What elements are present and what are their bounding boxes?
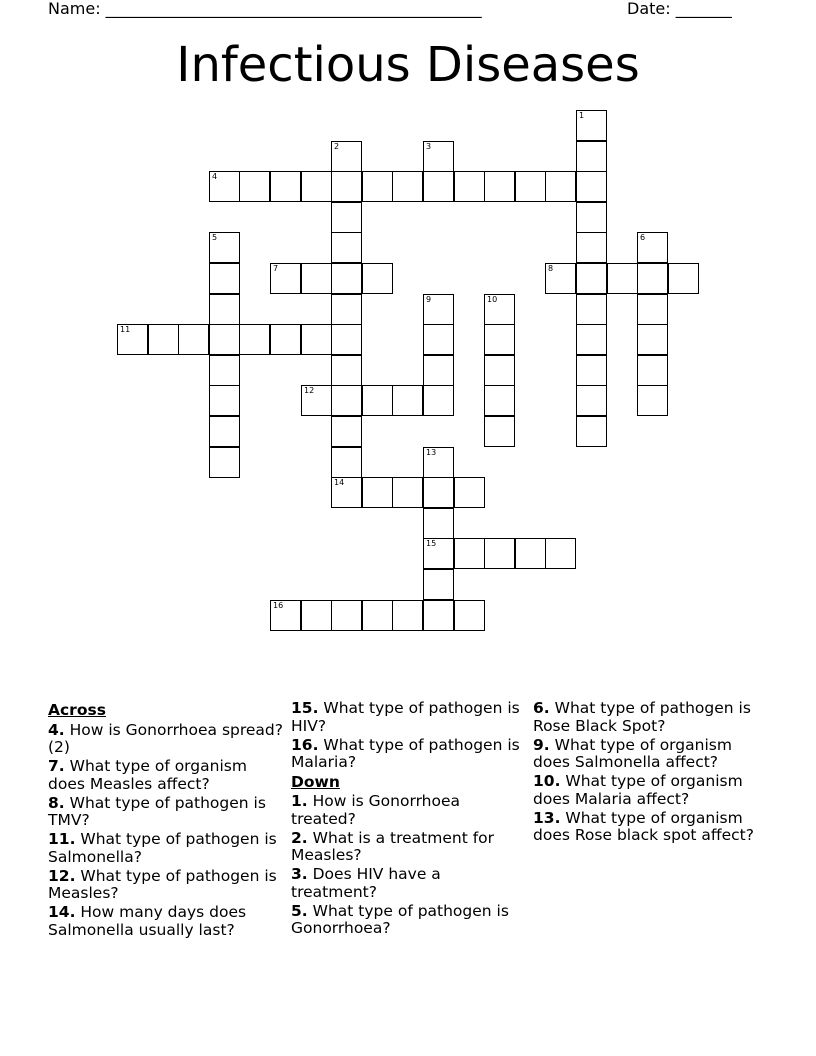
grid-cell[interactable] [423,569,454,600]
grid-cell[interactable] [362,600,393,631]
grid-cell[interactable] [454,600,485,631]
grid-cell[interactable] [209,171,240,202]
clue-across-16: 16. What type of pathogen is Malaria? [291,735,520,771]
clue-number: 4 [212,172,218,181]
grid-cell[interactable] [331,416,362,447]
grid-cell[interactable] [392,385,423,416]
clue-number: 7 [273,264,279,273]
grid-cell[interactable] [423,355,454,386]
grid-cell[interactable] [423,385,454,416]
grid-cell[interactable] [362,171,393,202]
grid-cell[interactable] [301,324,332,355]
grid-cell[interactable] [576,202,607,233]
grid-cell[interactable] [423,141,454,172]
grid-cell[interactable] [239,324,270,355]
clue-across-8: 8. What type of pathogen is TMV? [48,793,266,829]
grid-cell[interactable] [331,600,362,631]
grid-cell[interactable] [423,538,454,569]
clue-down-13: 13. What type of organism does Rose black spot affect? [533,808,754,844]
grid-cell[interactable] [209,263,240,294]
grid-cell[interactable] [270,600,301,631]
grid-cell[interactable] [484,324,515,355]
grid-cell[interactable] [209,355,240,386]
grid-cell[interactable] [362,477,393,508]
grid-cell[interactable] [423,600,454,631]
grid-cell[interactable] [637,324,668,355]
clue-across-14: 14. How many days does Salmonella usually last? [48,903,247,939]
grid-cell[interactable] [209,385,240,416]
grid-cell[interactable] [331,171,362,202]
grid-cell[interactable] [301,600,332,631]
grid-cell[interactable] [392,477,423,508]
grid-cell[interactable] [331,294,362,325]
clues-column-3 [533,700,769,846]
down-heading: Down [291,772,340,791]
clue-down-6: 6. What type of pathogen is Rose Black Spot? [533,699,751,735]
clue-across-11: 11. What type of pathogen is Salmonella? [48,830,277,866]
grid-cell[interactable] [331,385,362,416]
grid-cell[interactable] [392,171,423,202]
grid-cell[interactable] [270,324,301,355]
grid-cell[interactable] [545,171,576,202]
grid-cell[interactable] [484,538,515,569]
grid-cell[interactable] [576,110,607,141]
grid-cell[interactable] [515,171,546,202]
grid-cell[interactable] [454,171,485,202]
clue-down-2: 2. What is a treatment for Measles? [291,828,495,864]
grid-cell[interactable] [209,294,240,325]
grid-cell[interactable] [545,263,576,294]
grid-cell[interactable] [423,477,454,508]
grid-cell[interactable] [148,324,179,355]
across-heading: Across [48,701,106,719]
clue-number: 6 [640,233,646,242]
clue-number: 1 [579,111,585,120]
clue-number: 13 [426,448,437,457]
grid-cell[interactable] [484,171,515,202]
clue-number: 14 [334,478,345,487]
clue-across-12: 12. What type of pathogen is Measles? [48,866,277,902]
date-field: Date: _______ [627,0,732,18]
clue-number: 16 [273,601,284,610]
grid-cell[interactable] [423,508,454,539]
grid-cell[interactable] [209,416,240,447]
grid-cell[interactable] [484,416,515,447]
grid-cell[interactable] [117,324,148,355]
clue-number: 5 [212,233,218,242]
grid-cell[interactable] [576,385,607,416]
grid-cell[interactable] [484,294,515,325]
grid-cell[interactable] [331,355,362,386]
clue-number: 11 [120,325,131,334]
grid-cell[interactable] [576,263,607,294]
grid-cell[interactable] [331,324,362,355]
clue-down-1: 1. How is Gonorrhoea treated? [291,792,461,828]
grid-cell[interactable] [576,355,607,386]
grid-cell[interactable] [637,294,668,325]
grid-cell[interactable] [454,538,485,569]
grid-cell[interactable] [637,355,668,386]
grid-cell[interactable] [209,447,240,478]
clue-down-5: 5. What type of pathogen is Gonorrhoea? [291,901,509,937]
name-field: Name: _______________________________________________ [48,0,482,18]
grid-cell[interactable] [178,324,209,355]
grid-cell[interactable] [301,171,332,202]
grid-cell[interactable] [637,385,668,416]
clue-across-4: 4. How is Gonorrhoea spread? (2) [48,720,283,756]
clues-column-1 [48,700,284,941]
grid-cell[interactable] [392,600,423,631]
grid-cell[interactable] [331,232,362,263]
grid-cell[interactable] [484,355,515,386]
clue-down-10: 10. What type of organism does Malaria affect? [533,772,743,808]
grid-cell[interactable] [637,232,668,263]
grid-cell[interactable] [484,385,515,416]
grid-cell[interactable] [270,171,301,202]
clue-number: 8 [548,264,554,273]
grid-cell[interactable] [362,385,393,416]
grid-cell[interactable] [270,263,301,294]
grid-cell[interactable] [209,324,240,355]
grid-cell[interactable] [576,324,607,355]
clue-number: 10 [487,295,498,304]
clue-across-15: 15. What type of pathogen is HIV? [291,699,520,735]
grid-cell[interactable] [607,263,638,294]
clue-number: 12 [304,386,315,395]
grid-cell[interactable] [545,538,576,569]
clues-column-2 [291,700,527,939]
grid-cell[interactable] [331,263,362,294]
grid-cell[interactable] [515,538,546,569]
grid-cell[interactable] [576,294,607,325]
clue-down-3: 3. Does HIV have a treatment? [291,865,441,901]
grid-cell[interactable] [576,141,607,172]
clue-number: 9 [426,295,432,304]
grid-cell[interactable] [454,477,485,508]
grid-cell[interactable] [576,171,607,202]
grid-cell[interactable] [576,416,607,447]
grid-cell[interactable] [423,171,454,202]
page-title: Infectious Diseases [176,37,640,93]
grid-cell[interactable] [301,385,332,416]
clue-number: 2 [334,142,340,151]
clue-number: 3 [426,142,432,151]
grid-cell[interactable] [423,324,454,355]
grid-cell[interactable] [423,294,454,325]
grid-cell[interactable] [301,263,332,294]
clue-down-9: 9. What type of organism does Salmonella affect? [533,735,732,771]
grid-cell[interactable] [362,263,393,294]
grid-cell[interactable] [637,263,668,294]
grid-cell[interactable] [576,232,607,263]
grid-cell[interactable] [209,232,240,263]
grid-cell[interactable] [331,202,362,233]
grid-cell[interactable] [331,477,362,508]
grid-cell[interactable] [423,447,454,478]
clue-across-7: 7. What type of organism does Measles affect? [48,757,247,793]
grid-cell[interactable] [331,141,362,172]
grid-cell[interactable] [239,171,270,202]
grid-cell[interactable] [331,447,362,478]
grid-cell[interactable] [668,263,699,294]
clue-number: 15 [426,539,437,548]
